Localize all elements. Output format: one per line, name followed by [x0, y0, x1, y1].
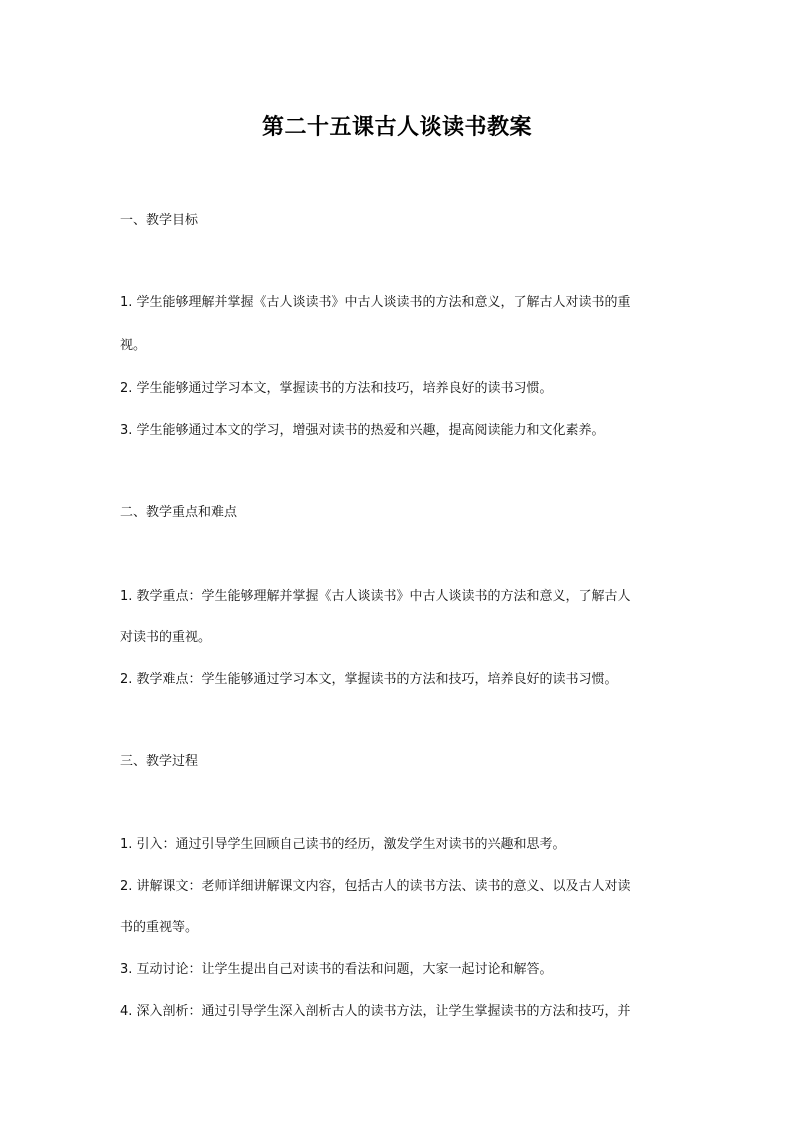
key-point-item-1-line-2: 对读书的重视。	[120, 630, 212, 645]
process-item-4: 4. 深入剖析：通过引导学生深入剖析古人的读书方法，让学生掌握读书的方法和技巧，并	[120, 1004, 631, 1019]
process-item-2-line-2: 书的重视等。	[120, 920, 199, 935]
objective-item-2: 2. 学生能够通过学习本文，掌握读书的方法和技巧，培养良好的读书习惯。	[120, 381, 553, 396]
objective-item-1-line-2: 视。	[120, 338, 147, 353]
document-title: 第二十五课古人谈读书教案	[261, 115, 532, 140]
section-heading-process: 三、教学过程	[120, 754, 199, 769]
objective-item-1-line-1: 1. 学生能够理解并掌握《古人谈读书》中古人谈读书的方法和意义，了解古人对读书的重	[120, 295, 631, 310]
section-heading-key-points: 二、教学重点和难点	[120, 505, 238, 520]
objective-item-3: 3. 学生能够通过本文的学习，增强对读书的热爱和兴趣，提高阅读能力和文化素养。	[120, 423, 605, 438]
key-point-item-2: 2. 教学难点：学生能够通过学习本文，掌握读书的方法和技巧，培养良好的读书习惯。	[120, 672, 618, 687]
section-heading-objectives: 一、教学目标	[120, 213, 199, 228]
process-item-2-line-1: 2. 讲解课文：老师详细讲解课文内容，包括古人的读书方法、读书的意义、以及古人对读	[120, 879, 631, 894]
process-item-1: 1. 引入：通过引导学生回顾自己读书的经历，激发学生对读书的兴趣和思考。	[120, 837, 566, 852]
process-item-3: 3. 互动讨论：让学生提出自己对读书的看法和问题，大家一起讨论和解答。	[120, 962, 553, 977]
key-point-item-1-line-1: 1. 教学重点：学生能够理解并掌握《古人谈读书》中古人谈读书的方法和意义，了解古人	[120, 589, 631, 604]
